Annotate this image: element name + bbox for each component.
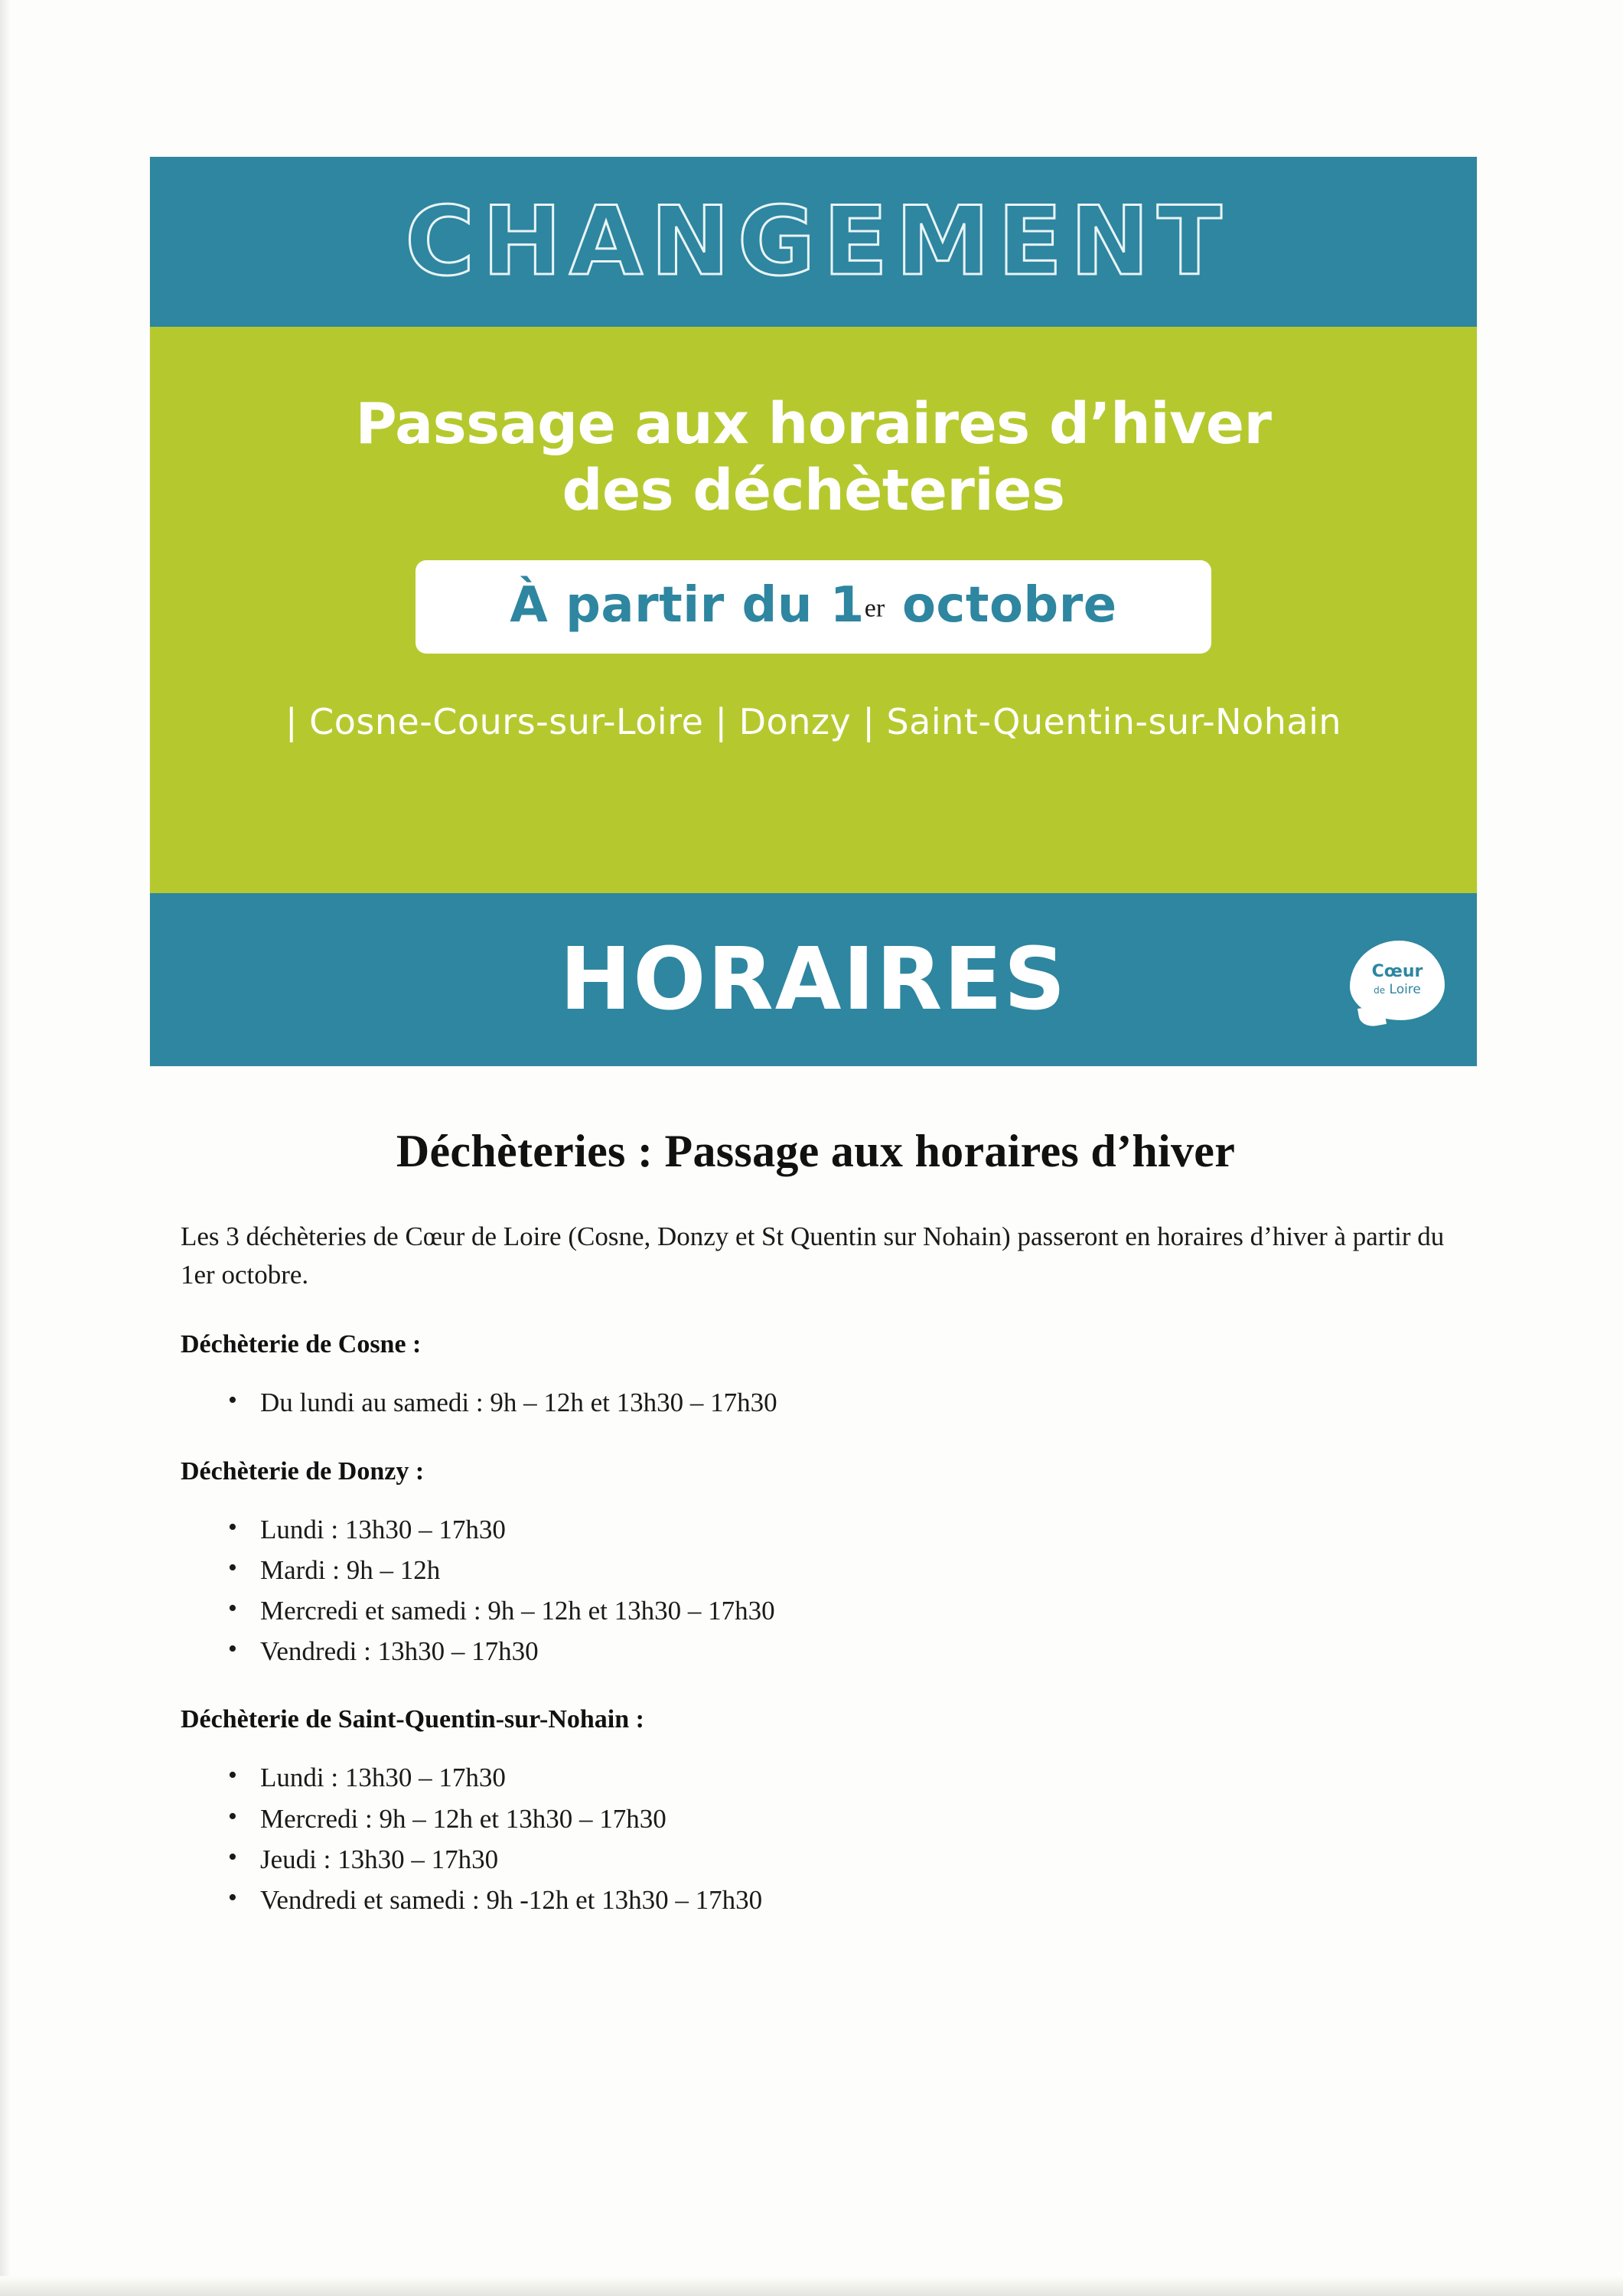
poster-banner-bottom-text: HORAIRES [559,930,1067,1029]
poster-bottom-band [150,893,1477,1066]
list-item: • Jeudi : 13h30 – 17h30 [260,1839,1451,1880]
document-body [181,1125,1451,1954]
list-item: • Du lundi au samedi : 9h – 12h et 13h30 – 17h30 [260,1382,1451,1423]
logo-line1: Cœur [1371,962,1423,981]
hours-list-donzy [181,1509,1451,1672]
list-item: • Lundi : 13h30 – 17h30 [260,1757,1451,1798]
poster-towns-list: | Cosne-Cours-sur-Loire | Donzy | Saint-Quentin-sur-Nohain [285,700,1342,742]
poster-date-sup: er [864,594,885,623]
page-edge-left [0,0,11,2296]
hours-list-saint-quentin [181,1757,1451,1920]
hours-list-cosne [181,1382,1451,1423]
logo-tail-shape [1357,1004,1387,1029]
section-heading-saint-quentin: Déchèterie de Saint-Quentin-sur-Nohain : [181,1705,644,1734]
section-heading-donzy: Déchèterie de Donzy : [181,1456,425,1486]
list-item: • Lundi : 13h30 – 17h30 [260,1509,1451,1550]
poster-date-text: À partir du 1 [510,576,865,634]
poster-image [150,157,1477,1066]
poster-headline-line2: des déchèteries [562,458,1065,524]
poster-date-box [416,560,1211,654]
list-item: • Mercredi et samedi : 9h – 12h et 13h30 – 17h30 [260,1590,1451,1631]
section-heading-cosne: Déchèterie de Cosne : [181,1330,422,1359]
poster-top-band [150,157,1477,327]
intro-paragraph: Les 3 déchèteries de Cœur de Loire (Cosne, Donzy et St Quentin sur Nohain) passeront en horaires d’hiver à partir du 1er octobre. [181,1221,1445,1290]
poster-middle-band [150,327,1477,893]
page-edge-bottom [0,2276,1623,2296]
poster-headline-line1: Passage aux horaires d’hiver [355,391,1272,457]
poster-headline [355,391,1271,525]
list-item: • Vendredi : 13h30 – 17h30 [260,1631,1451,1671]
page-title: Déchèteries : Passage aux horaires d’hiver [396,1126,1236,1176]
list-item: • Vendredi et samedi : 9h -12h et 13h30 – 17h30 [260,1880,1451,1920]
poster-banner-top-text: CHANGEMENT [405,187,1230,297]
logo-line2-prefix: de [1374,985,1386,996]
list-item: • Mercredi : 9h – 12h et 13h30 – 17h30 [260,1799,1451,1839]
list-item: • Mardi : 9h – 12h [260,1550,1451,1590]
coeur-de-loire-logo-icon [1350,941,1445,1020]
poster-date-tail: octobre [885,576,1117,634]
logo-line2-text: Loire [1389,982,1421,997]
logo-line2 [1350,982,1445,997]
